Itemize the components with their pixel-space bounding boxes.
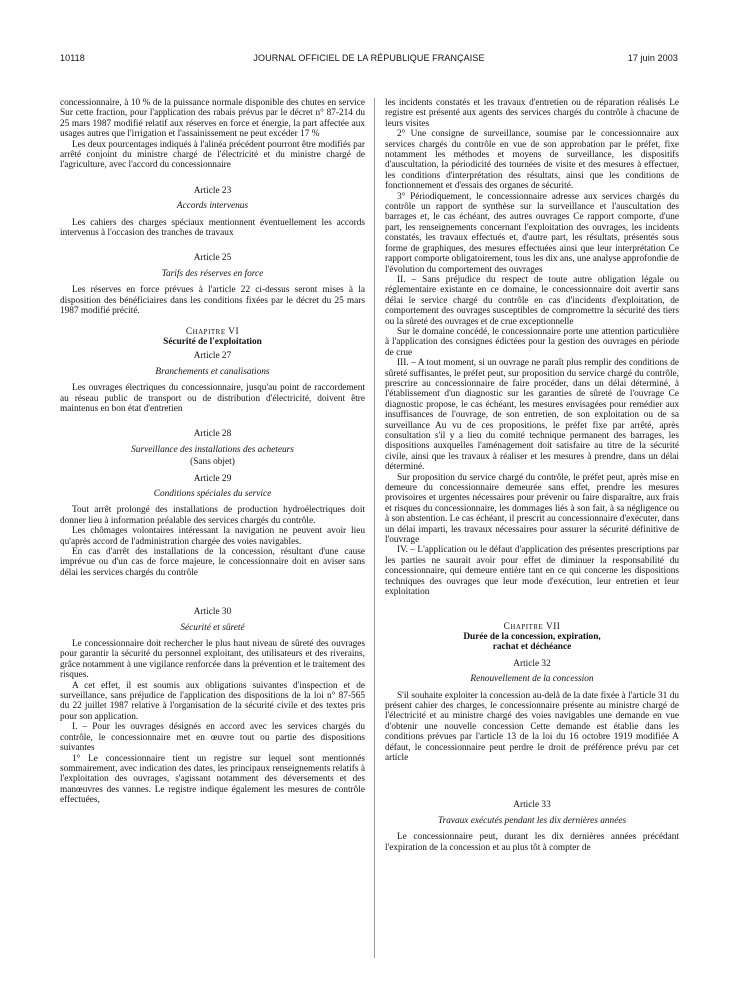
paragraph: Sur le domaine concédé, le concessionnaire porte une attention particulière à l'application des consignes édictées pour la gestion des ouvrages en période de crue [385, 326, 679, 358]
paragraph: Le concessionnaire peut, durant les dix dernières années précédant l'expiration de la concession et au plus tôt à compter de [385, 832, 679, 853]
paragraph: 3° Périodiquement, le concessionnaire adresse aux services chargés du contrôle un rapport de synthèse sur la surveillance et l'auscultation des barrages et, le cas échéant, des autres ouvrages Ce rapport comporte, d'une part, les renseignements concernant l'exploitation des ouvrages, les incidents constatés, les travaux effectués et, d'autre part, les résultats, présentés sous forme de graphiques, des mesures effectuées ainsi que leur interprétation Ce rapport comporte obligatoirement, tous les dix ans, une analyse approfondie de l'évolution du comportement des ouvrages [385, 191, 679, 275]
journal-title: JOURNAL OFFICIEL DE LA RÉPUBLIQUE FRANÇAISE [253, 53, 485, 63]
paragraph: A cet effet, il est soumis aux obligations suivantes d'inspection et de surveillance, sans préjudice de l'application des dispositions de la loi n° 87-565 du 22 juillet 1987 relative à l'organisation de la sécurité civile et des textes pris pour son application. [60, 680, 365, 722]
paragraph: II. – Sans préjudice du respect de toute autre obligation légale ou réglementaire existante en ce domaine, le concessionnaire doit avertir sans délai le service chargé du contrôle en cas d'incidents d'exploitation, de comportement des ouvrages susceptibles de compromettre la sécurité des tiers ou la sûreté des ouvrages et de crue exceptionnelle [385, 274, 679, 327]
article-heading: Article 23 [193, 185, 232, 196]
paragraph: III. – A tout moment, si un ouvrage ne paraît plus remplir des conditions de sûreté suffisantes, le préfet peut, sur proposition du service chargé du contrôle, prescrire au concessionnaire de faire procéder, dans un délai déterminé, à l'établissement d'un diagnostic sur les garanties de sûreté de l'ouvrage Ce diagnostic propose, le cas échéant, les mesures envisagées pour remédier aux insuffisances de l'ouvrage, de son entretien, de son exploitation ou de sa surveillance Au vu de ces propositions, le préfet fixe par arrêté, après consultation s'il y a lieu du comité technique permanent des barrages, les dispositions auxquelles l'aménagement doit satisfaire au titre de la sécurité civile, ainsi que les travaux à réaliser et les mesures à prendre, dans un délai déterminé. [385, 358, 679, 473]
chapter-heading: Chapitre VI [185, 326, 240, 337]
article-heading: Article 32 [513, 658, 551, 669]
paragraph: Les cahiers des charges spéciaux mentionnent éventuellement les accords intervenus à l'occasion des tranches de travaux [60, 217, 365, 239]
article-title: Tarifs des réserves en force [161, 268, 264, 279]
chapter-title: Durée de la concession, expiration, [463, 631, 601, 642]
article-title: Conditions spéciales du service [153, 488, 272, 499]
article-heading: Article 25 [193, 253, 232, 264]
article-heading: Article 30 [193, 607, 232, 618]
publication-date: 17 juin 2003 [627, 53, 678, 63]
paragraph: 2° Une consigne de surveillance, soumise par le concessionnaire aux services chargés du contrôle en vue de son approbation par le préfet, fixe notamment les méthodes et moyens de surveillance, les dispositifs d'auscultation, la périodicité des tournées de visite et des mesures à effectuer, les conditions d'interprétation des résultats, ainsi que les conditions de fonctionnement et d'essais des organes de sécurité. [385, 129, 679, 192]
paragraph: Le concessionnaire doit rechercher le plus haut niveau de sûreté des ouvrages pour garantir la sécurité du personnel exploitant, des utilisateurs et des riverains, grâce notamment à une vigilance renforcée dans la prévention et le traitement des risques. [60, 639, 365, 681]
article-title: Branchements et canalisations [155, 366, 270, 377]
paragraph: En cas d'arrêt des installations de la concession, résultant d'une cause imprévue ou d'un cas de force majeure, le concessionnaire doit en aviser sans délai les services chargés du contrôle [60, 547, 365, 578]
article-title: Accords intervenus [176, 201, 249, 212]
chapter-title: Sécurité de l'exploitation [163, 336, 262, 347]
paragraph: 1° Le concessionnaire tient un registre sur lequel sont mentionnés sommairement, avec indication des dates, les principaux renseignements relatifs à l'exploitation des ouvrages, s'agissant notamment des déversements et des manœuvres des vannes. Le registre indique également les mesures de contrôle effectuées, [60, 753, 365, 806]
paragraph: S'il souhaite exploiter la concession au-delà de la date fixée à l'article 31 du présent cahier des charges, le concessionnaire présente au ministre chargé de l'électricité et au ministre chargé des voies navigables une demande en vue d'obtenir une nouvelle concession Cette demande est établie dans les conditions prévues par l'article 13 de la loi du 16 octobre 1919 modifiée A défaut, le concessionnaire peut perdre le droit de préférence prévu par cet article [385, 690, 679, 763]
article-title: Sécurité et sûreté [180, 622, 245, 633]
paragraph: Les chômages volontaires intéressant la navigation ne peuvent avoir lieu qu'après accord de l'administration chargée des voies navigables. [60, 526, 365, 547]
paragraph: Tout arrêt prolongé des installations de production hydroélectriques doit donner lieu à information préalable des services chargés du contrôle. [60, 505, 365, 526]
column-divider [374, 98, 375, 958]
article-title: Renouvellement de la concession [470, 674, 594, 685]
paragraph: Les ouvrages électriques du concessionnaire, jusqu'au point de raccordement au réseau public de transport ou de distribution d'électricité, doivent être maintenus en bon état d'entretien [60, 383, 365, 414]
article-title: Travaux exécutés pendant les dix dernières années [437, 815, 627, 826]
chapter-title: rachat et déchéance [492, 642, 572, 653]
paragraph: IV. – L'application ou le défaut d'application des présentes prescriptions par les parties ne saurait avoir pour effet de diminuer la responsabilité du concessionnaire, qui demeure entière tant en ce qui concerne les dispositions techniques des ouvrages que leur mode d'exécution, leur entretien et leur exploitation [385, 545, 679, 598]
article-title: Surveillance des installations des acheteurs [131, 444, 294, 455]
article-heading: Article 28 [193, 429, 232, 440]
article-heading: Article 29 [193, 473, 232, 484]
chapter-heading: Chapitre VII [503, 621, 561, 632]
paragraph: les incidents constatés et les travaux d'entretien ou de réparation réalisés Le registre est présenté aux agents des services chargés du contrôle à chacune de leurs visites [385, 98, 679, 129]
article-heading: Article 33 [513, 800, 551, 811]
paragraph: Sur proposition du service chargé du contrôle, le préfet peut, après mise en demeure du concessionnaire demeurée sans effet, prendre les mesures provisoires et urgentes nécessaires pour prévenir ou faire disparaître, aux frais et risques du concessionnaire, les dommages liés à son fait, à sa négligence ou à son abstention. Le cas échéant, il prescrit au concessionnaire d'exécuter, dans un délai imparti, les travaux nécessaires pour assurer la sécurité définitive de l'ouvrage [385, 472, 679, 546]
paragraph: I. – Pour les ouvrages désignés en accord avec les services chargés du contrôle, le concessionnaire met en œuvre tout ou partie des dispositions suivantes [60, 722, 365, 754]
paragraph: Les deux pourcentages indiqués à l'alinéa précédent pourront être modifiés par arrêté conjoint du ministre chargé de l'électricité et du ministre chargé de l'agriculture, avec l'accord du concessionnaire [60, 139, 365, 171]
left-column [60, 98, 365, 806]
article-subtitle: (Sans objet) [190, 457, 235, 468]
right-column [385, 98, 679, 853]
page-number: 10118 [60, 53, 85, 63]
paragraph: Les réserves en force prévues à l'article 22 ci-dessus seront mises à la disposition des bénéficiaires dans les conditions fixées par le décret du 25 mars 1987 modifié précité. [60, 285, 365, 317]
paragraph: concessionnaire, à 10 % de la puissance normale disponible des chutes en service Sur cette fraction, pour l'application des rabais prévus par le décret n° 87-214 du 25 mars 1987 modifié relatif aux réserves en force et énergie, la part affectée aux usages autres que l'irrigation et l'assainissement ne peut excéder 17 % [60, 98, 365, 140]
article-heading: Article 27 [193, 351, 232, 362]
